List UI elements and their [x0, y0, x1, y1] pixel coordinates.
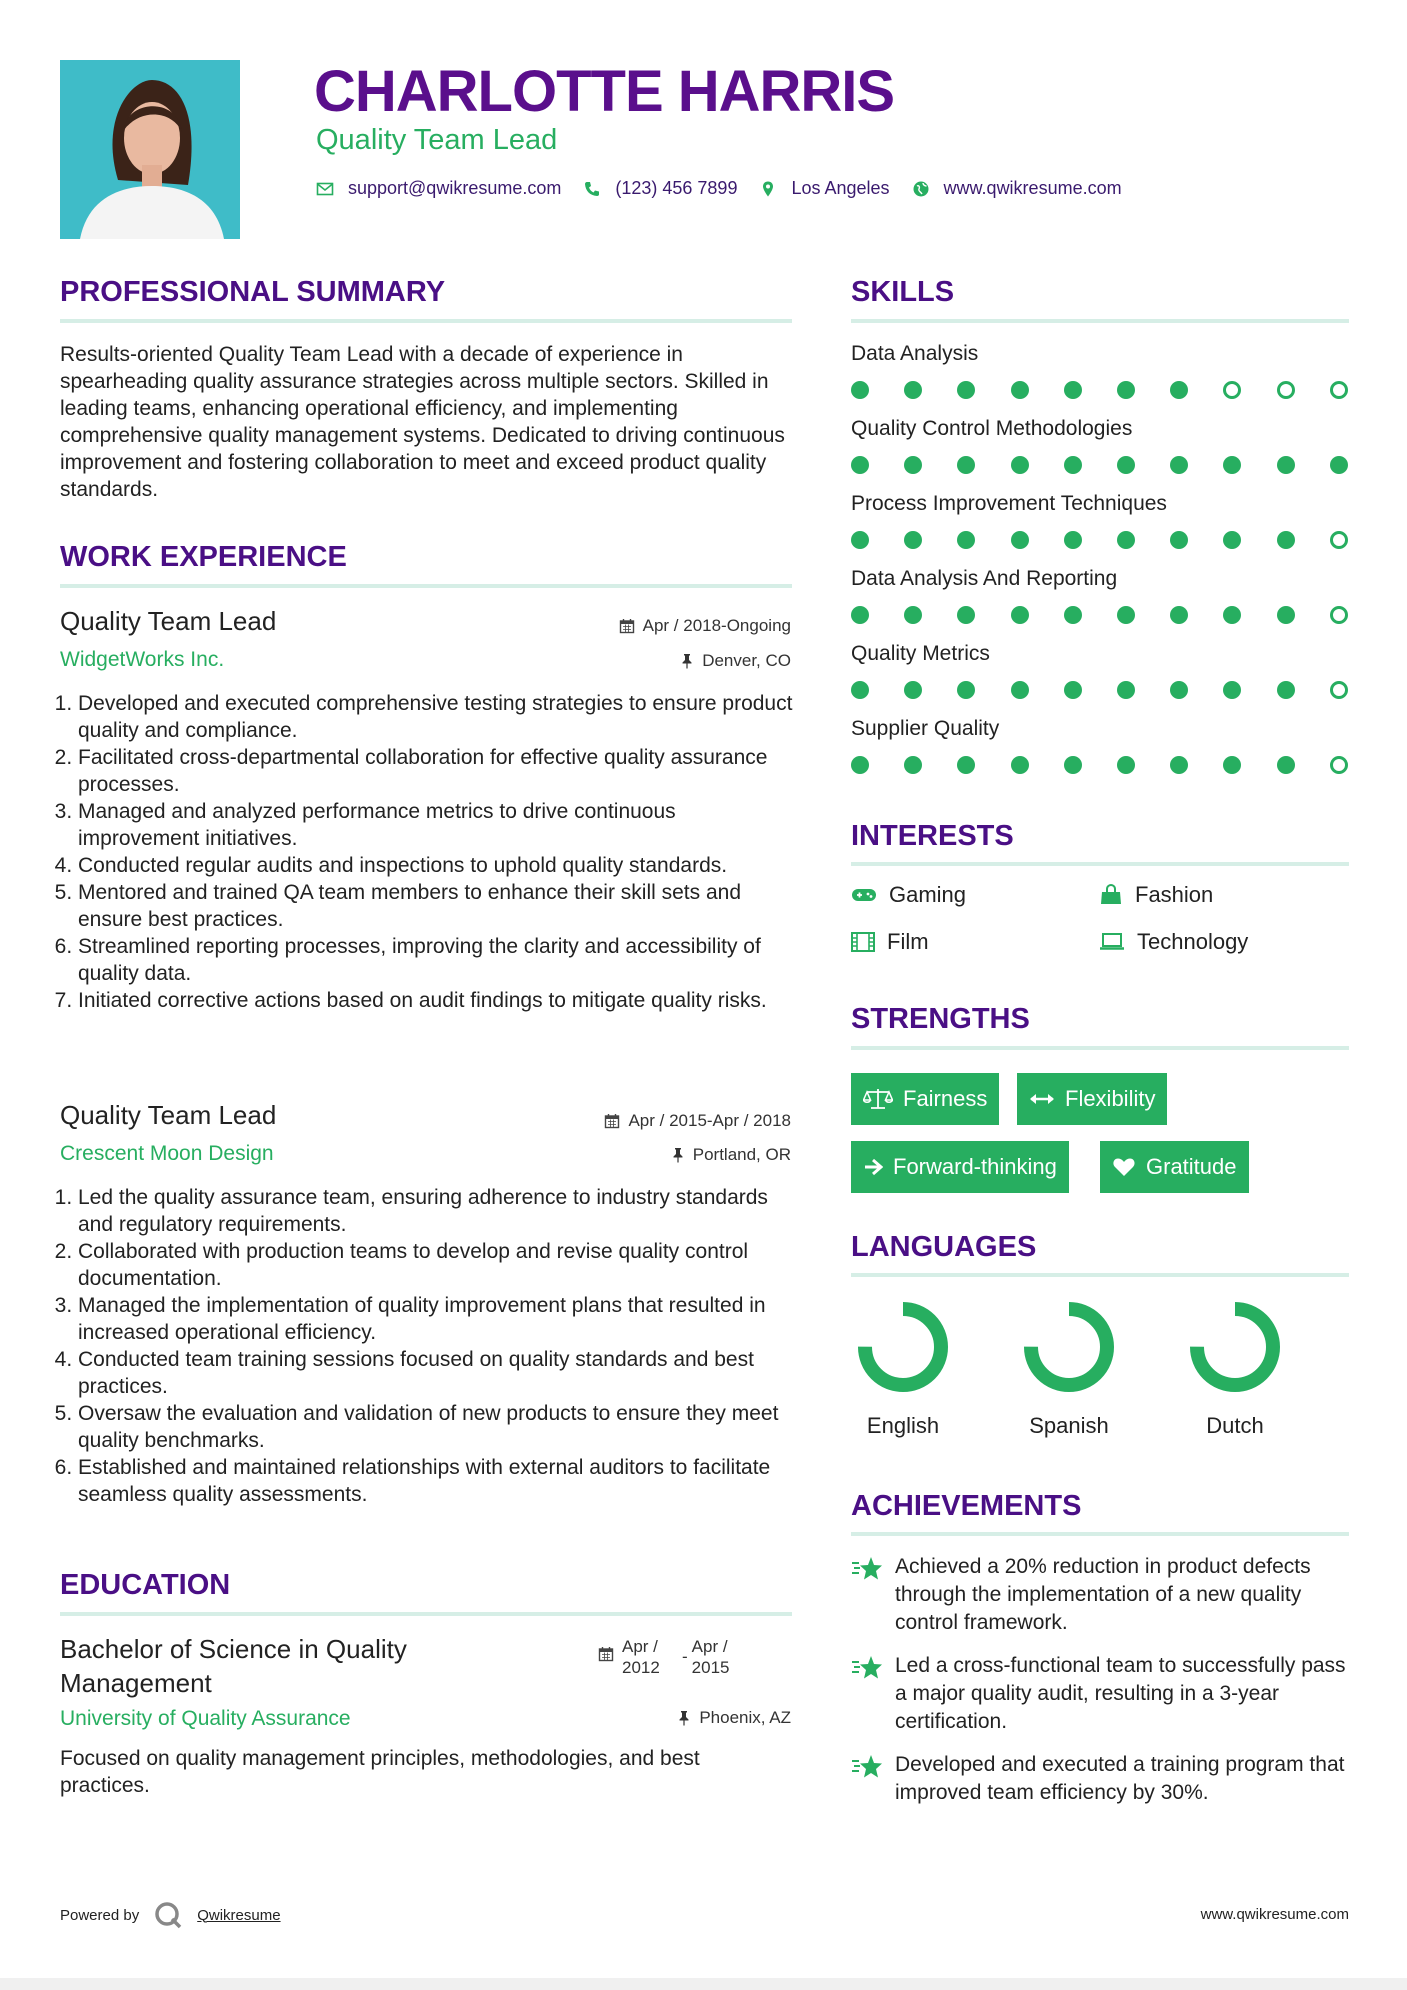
heart-icon: [1112, 1157, 1136, 1177]
duty-item: 6. Established and maintained relationships with external auditors to facilitate seamless quality assessments.: [78, 1454, 800, 1508]
duty-item: 5. Oversaw the evaluation and validation of new products to ensure they meet quality benchmarks.: [78, 1400, 800, 1454]
rating-dot-filled: [957, 606, 975, 624]
achievements-heading: ACHIEVEMENTS: [851, 1490, 1082, 1522]
contact-bar: [316, 178, 1144, 199]
strengths-rule: [851, 1046, 1349, 1050]
star-icon: [851, 1555, 885, 1583]
rating-dot-filled: [1170, 456, 1188, 474]
duty-item: 2. Facilitated cross-departmental collaboration for effective quality assurance processes.: [78, 744, 800, 798]
skill-rating: [851, 531, 1351, 551]
rating-dot-filled: [1277, 531, 1295, 549]
languages-heading: LANGUAGES: [851, 1231, 1037, 1263]
education-location: [677, 1708, 791, 1728]
job-company: WidgetWorks Inc.: [60, 648, 225, 671]
rating-dot-filled: [1011, 606, 1029, 624]
rating-dot-filled: [1170, 756, 1188, 774]
duty-item: 5. Mentored and trained QA team members to enhance their skill sets and ensure best practices.: [78, 879, 800, 933]
skills-rule: [851, 319, 1349, 323]
rating-dot-filled: [1117, 381, 1135, 399]
job-location-text: Portland, OR: [692, 1145, 791, 1164]
calendar-icon: [619, 618, 635, 634]
rating-dot-filled: [1277, 456, 1295, 474]
footer-site[interactable]: www.qwikresume.com: [1200, 1906, 1349, 1923]
language-level-arc: [843, 1297, 963, 1397]
skill-rating: [851, 456, 1351, 476]
strength-badge-gratitude: [1100, 1141, 1249, 1193]
duty-item: 2. Collaborated with production teams to develop and revise quality control documentation.: [78, 1238, 800, 1292]
interest-technology: [1099, 929, 1248, 955]
rating-dot-empty: [1330, 681, 1348, 699]
strength-badge-forward-thinking: [851, 1141, 1069, 1193]
achievement-text: Led a cross-functional team to successfully pass a major quality audit, resulting in a 3-year certification.: [895, 1654, 1346, 1733]
rating-dot-filled: [851, 456, 869, 474]
rating-dot-filled: [1170, 531, 1188, 549]
interest-gaming: [851, 882, 966, 908]
duty-item: 1. Developed and executed comprehensive testing strategies to ensure product quality and compliance.: [78, 690, 800, 744]
email-text: support@qwikresume.com: [348, 178, 562, 198]
rating-dot-filled: [904, 681, 922, 699]
education-start: Apr / 2012: [622, 1637, 660, 1677]
brand-link[interactable]: Qwikresume: [197, 1906, 281, 1924]
education-end: Apr / 2015: [691, 1637, 730, 1677]
interest-fashion: [1099, 882, 1213, 908]
contact-phone[interactable]: [583, 178, 737, 199]
interest-label: Technology: [1137, 929, 1249, 954]
rating-dot-filled: [851, 756, 869, 774]
experience-rule: [60, 584, 792, 588]
envelope-icon: [316, 180, 334, 198]
arrow-right-icon: [863, 1158, 883, 1176]
school-name: University of Quality Assurance: [60, 1707, 351, 1730]
interest-label: Film: [887, 929, 929, 954]
achievement-item: [851, 1751, 1361, 1807]
interest-label: Fashion: [1135, 882, 1214, 907]
strength-label: Forward-thinking: [893, 1154, 1057, 1179]
rating-dot-filled: [1223, 681, 1241, 699]
skill-label: Quality Metrics: [851, 642, 990, 665]
languages-rule: [851, 1273, 1349, 1277]
star-icon: [851, 1654, 885, 1682]
candidate-name: CHARLOTTE HARRIS: [314, 59, 895, 124]
rating-dot-filled: [1117, 756, 1135, 774]
experience-heading: WORK EXPERIENCE: [60, 541, 347, 573]
strength-label: Fairness: [903, 1086, 988, 1111]
balance-scale-icon: [863, 1088, 893, 1110]
globe-icon: [912, 180, 930, 198]
rating-dot-filled: [904, 381, 922, 399]
job-location: [680, 651, 791, 671]
rating-dot-empty: [1223, 381, 1241, 399]
summary-heading: PROFESSIONAL SUMMARY: [60, 276, 446, 308]
star-icon: [851, 1753, 885, 1781]
language-ring: [1175, 1297, 1295, 1402]
rating-dot-filled: [1117, 681, 1135, 699]
profile-photo: [60, 60, 240, 239]
contact-website[interactable]: [912, 178, 1122, 199]
rating-dot-filled: [1117, 531, 1135, 549]
rating-dot-filled: [1223, 456, 1241, 474]
interests-rule: [851, 862, 1349, 866]
powered-by-label: Powered by: [60, 1906, 140, 1924]
rating-dot-filled: [957, 531, 975, 549]
skill-label: Supplier Quality: [851, 717, 1000, 740]
rating-dot-filled: [1117, 606, 1135, 624]
rating-dot-filled: [851, 681, 869, 699]
rating-dot-filled: [957, 456, 975, 474]
language-ring: [1009, 1297, 1129, 1402]
contact-email[interactable]: [316, 178, 561, 199]
interests-heading: INTERESTS: [851, 820, 1014, 852]
rating-dot-filled: [1011, 456, 1029, 474]
shopping-bag-icon: [1099, 884, 1123, 906]
skill-label: Data Analysis: [851, 342, 979, 365]
pushpin-icon: [671, 1147, 685, 1163]
language-label: English: [866, 1413, 940, 1438]
rating-dot-filled: [1170, 606, 1188, 624]
achievement-text: Developed and executed a training program that improved team efficiency by 30%.: [895, 1753, 1345, 1804]
job-title: Quality Team Lead: [60, 606, 277, 636]
phone-text: (123) 456 7899: [615, 178, 738, 198]
rating-dot-filled: [1223, 606, 1241, 624]
map-marker-icon: [759, 180, 777, 198]
rating-dot-filled: [957, 681, 975, 699]
phone-icon: [583, 180, 601, 198]
summary-rule: [60, 319, 792, 323]
strengths-heading: STRENGTHS: [851, 1003, 1030, 1035]
rating-dot-filled: [1277, 606, 1295, 624]
rating-dot-filled: [1064, 756, 1082, 774]
skills-heading: SKILLS: [851, 276, 955, 308]
footer-powered-by: [60, 1900, 281, 1930]
skill-label: Data Analysis And Reporting: [851, 567, 1118, 590]
pushpin-icon: [677, 1710, 691, 1726]
contact-location: [759, 178, 889, 199]
rating-dot-filled: [904, 531, 922, 549]
candidate-title: Quality Team Lead: [316, 124, 558, 156]
strength-label: Flexibility: [1065, 1086, 1156, 1111]
arrows-horizontal-icon: [1029, 1091, 1055, 1107]
achievement-text: Achieved a 20% reduction in product defects through the implementation of a new quality control framework.: [895, 1555, 1311, 1634]
film-icon: [851, 932, 875, 952]
job-location: [671, 1145, 791, 1165]
duty-item: 3. Managed and analyzed performance metrics to drive continuous improvement initiatives.: [78, 798, 800, 852]
rating-dot-filled: [1011, 756, 1029, 774]
website-text: www.qwikresume.com: [943, 178, 1122, 198]
skill-rating: [851, 606, 1351, 626]
job-company: Crescent Moon Design: [60, 1142, 274, 1165]
skill-rating: [851, 381, 1351, 401]
education-description: Focused on quality management principles, methodologies, and best practices.: [60, 1747, 700, 1797]
rating-dot-filled: [1064, 606, 1082, 624]
rating-dot-filled: [1170, 681, 1188, 699]
rating-dot-filled: [904, 456, 922, 474]
rating-dot-filled: [1064, 681, 1082, 699]
rating-dot-filled: [1330, 456, 1348, 474]
education-heading: EDUCATION: [60, 1569, 231, 1601]
rating-dot-filled: [1223, 531, 1241, 549]
language-ring: [843, 1297, 963, 1402]
rating-dot-empty: [1277, 381, 1295, 399]
achievement-item: [851, 1652, 1361, 1736]
language-level-arc: [1009, 1297, 1129, 1397]
job-location-text: Denver, CO: [702, 651, 791, 670]
job-dates-text: Apr / 2015-Apr / 2018: [628, 1111, 791, 1130]
interest-label: Gaming: [889, 882, 967, 907]
strength-badge-fairness: [851, 1073, 999, 1125]
education-location-text: Phoenix, AZ: [699, 1708, 791, 1727]
rating-dot-filled: [1064, 531, 1082, 549]
skill-label: Process Improvement Techniques: [851, 492, 1167, 515]
rating-dot-filled: [1011, 531, 1029, 549]
interest-film: [851, 929, 929, 955]
duty-item: 6. Streamlined reporting processes, improving the clarity and accessibility of quality data.: [78, 933, 800, 987]
rating-dot-filled: [851, 381, 869, 399]
education-rule: [60, 1612, 792, 1616]
laptop-icon: [1099, 933, 1125, 951]
qwikresume-logo-icon: [153, 1900, 183, 1930]
duty-item: 3. Managed the implementation of quality improvement plans that resulted in increased operational efficiency.: [78, 1292, 800, 1346]
rating-dot-filled: [1064, 381, 1082, 399]
degree-title: Bachelor of Science in Quality Management: [60, 1634, 407, 1698]
summary-text: Results-oriented Quality Team Lead with a decade of experience in spearheading quality assurance strategies across multiple sectors. Skilled in leading teams, enhancing operational efficiency, and implementing comprehensive quality management systems. Dedicated to driving continuous improvement and fostering collaboration to meet and exceed product quality standards.: [60, 343, 785, 501]
rating-dot-filled: [904, 606, 922, 624]
rating-dot-empty: [1330, 381, 1348, 399]
language-level-arc: [1175, 1297, 1295, 1397]
language-label: Spanish: [1029, 1413, 1109, 1438]
achievement-item: [851, 1553, 1361, 1637]
duty-item: 1. Led the quality assurance team, ensuring adherence to industry standards and regulatory requirements.: [78, 1184, 800, 1238]
rating-dot-filled: [957, 381, 975, 399]
job-dates: [604, 1111, 791, 1131]
achievements-rule: [851, 1532, 1349, 1536]
job-duties-list: [60, 1184, 800, 1508]
language-label: Dutch: [1206, 1413, 1264, 1438]
pushpin-icon: [680, 653, 694, 669]
duty-item: 4. Conducted team training sessions focused on quality standards and best practices.: [78, 1346, 800, 1400]
gamepad-icon: [851, 886, 877, 904]
duty-item: 7. Initiated corrective actions based on audit findings to mitigate quality risks.: [78, 987, 800, 1014]
duty-item: 4. Conducted regular audits and inspections to uphold quality standards.: [78, 852, 800, 879]
rating-dot-filled: [1064, 456, 1082, 474]
strength-label: Gratitude: [1146, 1154, 1237, 1179]
rating-dot-filled: [1223, 756, 1241, 774]
calendar-icon: [598, 1646, 614, 1662]
skill-label: Quality Control Methodologies: [851, 417, 1133, 440]
skill-rating: [851, 681, 1351, 701]
rating-dot-filled: [1117, 456, 1135, 474]
job-title: Quality Team Lead: [60, 1100, 277, 1130]
job-duties-list: [60, 690, 800, 1014]
rating-dot-filled: [1011, 681, 1029, 699]
skill-rating: [851, 756, 1351, 776]
page-bottom-edge: [0, 1978, 1407, 1990]
rating-dot-empty: [1330, 531, 1348, 549]
rating-dot-filled: [1170, 381, 1188, 399]
rating-dot-filled: [851, 606, 869, 624]
strength-badge-flexibility: [1017, 1073, 1167, 1125]
education-dates: [598, 1636, 742, 1678]
rating-dot-filled: [957, 756, 975, 774]
rating-dot-empty: [1330, 756, 1348, 774]
location-text: Los Angeles: [791, 178, 890, 198]
rating-dot-filled: [1011, 381, 1029, 399]
rating-dot-filled: [851, 531, 869, 549]
job-dates: [619, 616, 791, 636]
rating-dot-empty: [1330, 606, 1348, 624]
date-separator: -: [682, 1647, 688, 1666]
job-dates-text: Apr / 2018-Ongoing: [642, 616, 791, 635]
rating-dot-filled: [1277, 681, 1295, 699]
rating-dot-filled: [1277, 756, 1295, 774]
calendar-icon: [604, 1113, 620, 1129]
rating-dot-filled: [904, 756, 922, 774]
